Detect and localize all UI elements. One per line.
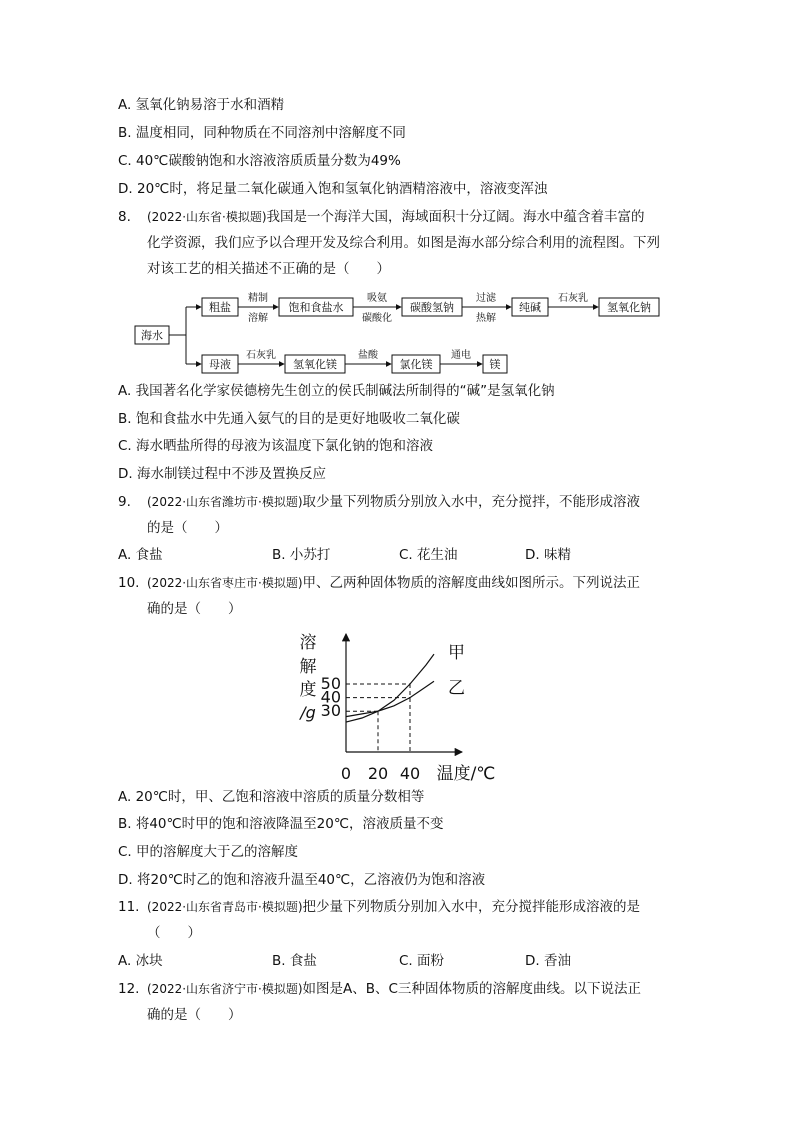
q10-stem-text1: 甲、乙两种固体物质的溶解度曲线如图所示。下列说法正 xyxy=(302,575,641,591)
flow-nh3-bottom: 碳酸化 xyxy=(362,313,392,324)
q11-option-a: A. 冰块 xyxy=(118,953,163,969)
q11-option-c: C. 面粉 xyxy=(399,953,445,969)
chart-ticks xyxy=(321,674,421,783)
q8-option-c: C. 海水晒盐所得的母液为该温度下氯化钠的饱和溶液 xyxy=(118,438,434,454)
x-axis-title: 温度/℃ xyxy=(436,764,496,784)
x-tick-label: 0 xyxy=(340,764,352,783)
q11-stem-text1: 把少量下列物质分别加入水中，充分搅拌能形成溶液的是 xyxy=(302,899,641,915)
flow-mgoh2: 氢氧化镁 xyxy=(293,358,337,371)
q7-option-d: D. 20℃时，将足量二氧化碳通入饱和氢氧化钠酒精溶液中，溶液变浑浊 xyxy=(118,181,548,197)
q8-stem-line2: 化学资源，我们应予以合理开发及综合利用。如图是海水部分综合利用的流程图。下列 xyxy=(147,235,660,251)
q10-number: 10. xyxy=(118,575,140,591)
q8-source: (2022·山东省·模拟题) xyxy=(147,210,267,224)
q10-source: (2022·山东省枣庄市·模拟题) xyxy=(147,576,303,590)
q9-option-b: B. 小苏打 xyxy=(272,547,331,563)
q9-stem-line1 xyxy=(147,493,640,511)
q11-stem-line1 xyxy=(147,898,640,916)
flow-seawater: 海水 xyxy=(141,329,163,342)
x-tick-label: 20 xyxy=(367,764,389,783)
q12-number: 12. xyxy=(118,981,140,997)
q11-option-b: B. 食盐 xyxy=(272,953,317,969)
q10-option-b: B. 将40℃时甲的饱和溶液降温至20℃，溶液质量不变 xyxy=(118,816,444,832)
flow-filter-bottom: 热解 xyxy=(476,313,496,324)
flow-nh3-top: 吸氨 xyxy=(367,293,387,304)
q12-source: (2022·山东省济宁市·模拟题) xyxy=(147,982,303,996)
q8-number: 8. xyxy=(118,209,131,225)
series-label-2: 乙 xyxy=(448,678,465,699)
flow-lime1: 石灰乳 xyxy=(558,293,588,304)
y-tick-label: 50 xyxy=(320,674,341,693)
q8-option-b: B. 饱和食盐水中先通入氨气的目的是更好地吸收二氧化碳 xyxy=(118,411,460,427)
q11-stem-line2: （ ） xyxy=(147,925,201,941)
seawater-flow-diagram xyxy=(130,288,670,380)
flow-filter-top: 过滤 xyxy=(476,293,496,304)
flow-saturated-brine: 饱和食盐水 xyxy=(288,301,344,314)
q9-option-a: A. 食盐 xyxy=(118,547,163,563)
series-label-1: 甲 xyxy=(448,643,465,664)
q9-stem-line2: 的是（ ） xyxy=(147,520,228,536)
x-tick-label: 40 xyxy=(399,764,421,783)
q10-option-d: D. 将20℃时乙的饱和溶液升温至40℃，乙溶液仍为饱和溶液 xyxy=(118,872,486,888)
q9-source: (2022·山东省潍坊市·模拟题) xyxy=(147,495,303,509)
q11-number: 11. xyxy=(118,899,140,915)
solubility-chart xyxy=(290,628,510,786)
q9-stem-text1: 取少量下列物质分别放入水中，充分搅拌，不能形成溶液 xyxy=(302,494,641,510)
y-label-4: /g xyxy=(300,703,316,722)
q8-option-d: D. 海水制镁过程中不涉及置换反应 xyxy=(118,466,326,482)
q8-stem-text1: 我国是一个海洋大国，海域面积十分辽阔。海水中蕴含着丰富的 xyxy=(266,209,645,225)
q11-option-d: D. 香油 xyxy=(525,953,571,969)
q10-stem-line2: 确的是（ ） xyxy=(147,601,242,617)
q8-option-a: A. 我国著名化学家侯德榜先生创立的侯氏制碱法所制得的“碱”是氢氧化钠 xyxy=(118,383,555,399)
y-label-1: 溶 xyxy=(299,633,317,653)
flow-refine-bottom: 溶解 xyxy=(248,313,268,324)
q7-option-a: A. 氢氧化钠易溶于水和酒精 xyxy=(118,97,285,113)
q12-stem-text1: 如图是A、B、C三种固体物质的溶解度曲线。以下说法正 xyxy=(302,981,641,997)
flow-mg: 镁 xyxy=(489,358,501,371)
q7-option-c: C. 40℃碳酸钠饱和水溶液溶质质量分数为49% xyxy=(118,153,401,169)
flow-mgcl2: 氯化镁 xyxy=(399,358,433,371)
flow-electrolysis: 通电 xyxy=(451,350,471,361)
q11-source: (2022·山东省青岛市·模拟题) xyxy=(147,900,303,914)
y-tick-label: 40 xyxy=(320,687,341,707)
q10-stem-line1 xyxy=(147,574,640,592)
flow-naoh: 氢氧化钠 xyxy=(607,301,651,314)
flow-soda-ash: 纯碱 xyxy=(519,301,541,314)
flow-lime2: 石灰乳 xyxy=(246,350,276,361)
y-label-2: 解 xyxy=(299,657,317,677)
q9-option-c: C. 花生油 xyxy=(399,547,458,563)
q8-stem-line1 xyxy=(147,208,645,226)
q9-option-d: D. 味精 xyxy=(525,547,571,563)
series-line-1 xyxy=(346,654,434,722)
series-line-2 xyxy=(346,681,434,716)
flow-refine-top: 精制 xyxy=(248,293,268,304)
q10-option-a: A. 20℃时，甲、乙饱和溶液中溶质的质量分数相等 xyxy=(118,789,425,805)
q9-number: 9. xyxy=(118,494,131,510)
flow-mother-liquor: 母液 xyxy=(209,358,231,371)
flow-crude-salt: 粗盐 xyxy=(209,301,231,314)
q12-stem-line1 xyxy=(147,980,641,998)
q12-stem-line2: 确的是（ ） xyxy=(147,1007,242,1023)
flow-hcl: 盐酸 xyxy=(358,350,378,361)
chart-lines xyxy=(346,643,465,722)
q10-option-c: C. 甲的溶解度大于乙的溶解度 xyxy=(118,844,299,860)
q8-stem-line3: 对该工艺的相关描述不正确的是（ ） xyxy=(147,261,390,277)
q7-option-b: B. 温度相同，同种物质在不同溶剂中溶解度不同 xyxy=(118,125,406,141)
y-tick-label: 30 xyxy=(320,701,341,721)
flow-nahco3: 碳酸氢钠 xyxy=(410,301,454,314)
y-label-3: 度 xyxy=(299,680,317,700)
